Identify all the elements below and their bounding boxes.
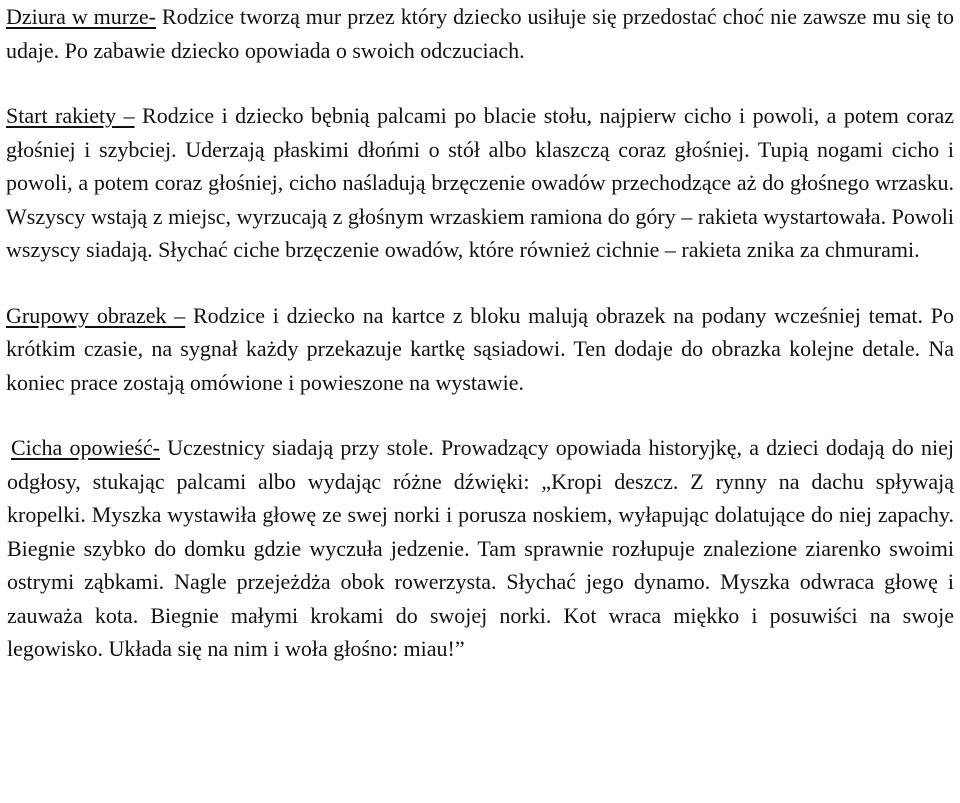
document-page [6, 0, 954, 666]
paragraph-text: Rodzice i dziecko na kartce z bloku malują obrazek na podany wcześniej temat. Po krótkim czasie, na sygnał każdy przekazuje kartkę sąsiadowi. Ten dodaje do obrazka kolejne detale. Na koniec prace zostają omówione i powieszone na wystawie. [6, 302, 954, 395]
paragraph-grupowy-obrazek [6, 299, 954, 400]
paragraph-term: Grupowy obrazek – [6, 302, 186, 328]
paragraph-dziura-w-murze [6, 0, 954, 67]
paragraph-text: Rodzice tworzą mur przez który dziecko usiłuje się przedostać choć nie zawsze mu się to udaje. Po zabawie dziecko opowiada o swoich odczuciach. [6, 4, 954, 63]
paragraph-term: Dziura w murze- [6, 4, 156, 29]
paragraph-text: Uczestnicy siadają przy stole. Prowadzący opowiada historyjkę, a dzieci dodają do niej odgłosy, stukając palcami albo wydając różne dźwięki: „Kropi deszcz. Z rynny na dachu spływają kropelki. Myszka wystawiła głowę ze swej norki i porusza noskiem, wyłapując dolatujące do niej zapachy. Biegnie szybko do domku gdzie wyczuła jedzenie. Tam sprawnie rozłupuje znalezione ziarenko swoimi ostrymi ząbkami. Nagle przejeżdża obok rowerzysta. Słychać jego dynamo. Myszka odwraca głowę i zauważa kota. Biegnie małymi krokami do swojej norki. Kot wraca miękko i posuwiści na swoje legowisko. Układa się na nim i woła głośno: miau!” [7, 435, 954, 661]
paragraph-term: Cicha opowieść- [11, 435, 160, 460]
paragraph-start-rakiety [6, 99, 954, 267]
paragraph-term: Start rakiety – [6, 103, 135, 128]
paragraph-text: Rodzice i dziecko bębnią palcami po blacie stołu, najpierw cicho i powoli, a potem coraz głośniej i szybciej. Uderzają płaskimi dłońmi o stół albo klaszczą coraz głośniej. Tupią nogami cicho i powoli, a potem coraz głośniej, cicho naśladują brzęczenie owadów przechodzące aż do głośnego wrzasku. Wszyscy wstają z miejsc, wyrzucają z głośnym wrzaskiem ramiona do góry – rakieta wystartowała. Powoli wszyscy siadają. Słychać ciche brzęczenie owadów, które również cichnie – rakieta znika za chmurami. [6, 103, 954, 262]
paragraph-cicha-opowiesc [6, 431, 954, 666]
